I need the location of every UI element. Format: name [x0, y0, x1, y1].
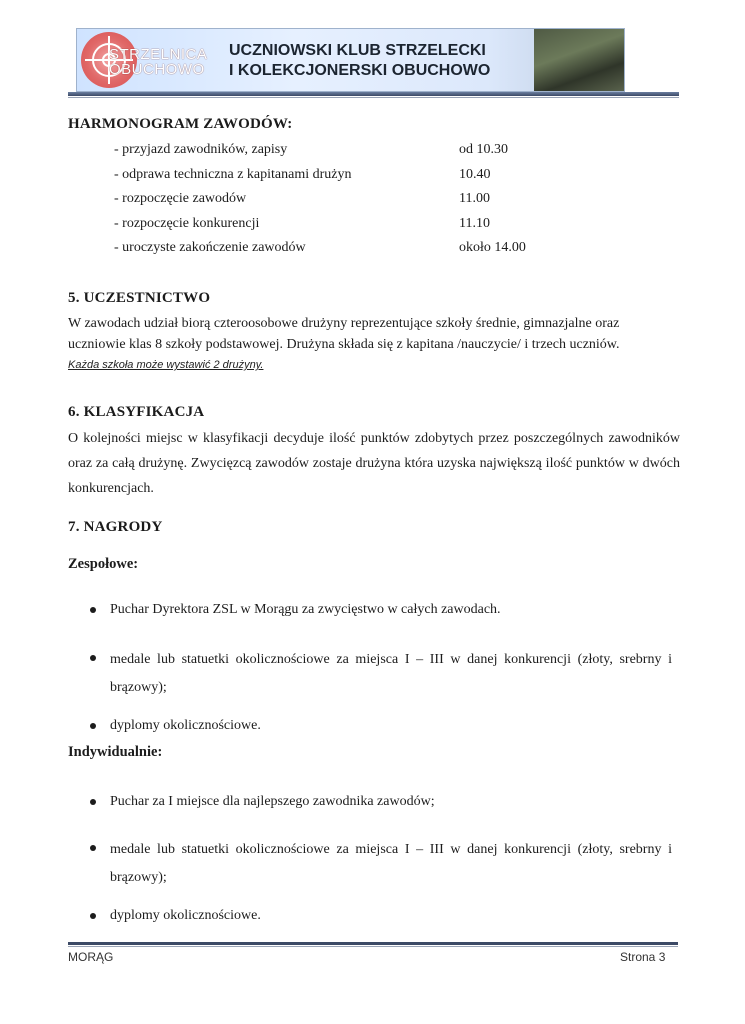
footer-divider-thin — [68, 946, 678, 947]
header-divider — [68, 92, 679, 96]
header-divider-thin — [68, 97, 679, 98]
club-name — [229, 41, 559, 81]
list-item-text: dyplomy okolicznościowe. — [110, 908, 261, 923]
schedule-title: HARMONOGRAM ZAWODÓW: — [68, 116, 293, 132]
list-item-text: medale lub statuetki okolicznościowe za miejsca I – III w danej konkurencji (złoty, srebrny i brązowy); — [110, 842, 672, 885]
header-banner — [76, 28, 625, 92]
list-item-text: medale lub statuetki okolicznościowe za miejsca I – III w danej konkurencji (złoty, srebrny i brązowy); — [110, 652, 672, 695]
classification-title: 6. KLASYFIKACJA — [68, 404, 205, 420]
bullet-icon — [90, 607, 96, 613]
logo-text — [109, 47, 239, 77]
classification-text: O kolejności miejsc w klasyfikacji decyduje ilość punktów zdobytych przez poszczególnych zawodników oraz za całą drużynę. Zwycięzcą zawodów zostaje drużyna która uzyska największą ilość punktów w dwóch konkurencjach. — [68, 431, 680, 496]
schedule-row — [68, 164, 680, 189]
schedule-item: - rozpoczęcie konkurencji — [114, 215, 260, 231]
participation-note: Każda szkoła może wystawić 2 drużyny. — [68, 359, 264, 371]
schedule-item: - uroczyste zakończenie zawodów — [114, 240, 306, 256]
bullet-icon — [90, 845, 96, 851]
schedule-time: 11.00 — [459, 191, 490, 207]
participation-text: W zawodach udział biorą czteroosobowe drużyny reprezentujące szkoły średnie, gimnazjalne oraz uczniowie klas 8 szkoły podstawowej. Drużyna składa się z kapitana /nauczycie/ i trzech uczniów. — [68, 316, 620, 352]
schedule-item: - rozpoczęcie zawodów — [114, 191, 247, 207]
schedule-item: - odprawa techniczna z kapitanami drużyn — [114, 166, 352, 182]
bullet-icon — [90, 799, 96, 805]
list-item-text: Puchar za I miejsce dla najlepszego zawodnika zawodów; — [110, 794, 435, 809]
individual-awards-title: Indywidualnie: — [68, 744, 163, 760]
footer-page-number: Strona 3 — [620, 950, 666, 964]
bullet-icon — [90, 655, 96, 661]
team-awards-title: Zespołowe: — [68, 556, 139, 572]
schedule-time: od 10.30 — [459, 142, 508, 157]
list-item-text: dyplomy okolicznościowe. — [110, 718, 261, 733]
section-classification — [68, 404, 680, 501]
bullet-icon — [90, 723, 96, 729]
footer-location: MORĄG — [68, 950, 114, 964]
schedule-row — [68, 213, 680, 238]
document-body — [68, 116, 680, 923]
bullet-icon — [90, 913, 96, 919]
schedule-table — [68, 139, 680, 262]
section-awards — [68, 519, 680, 536]
schedule-time: 10.40 — [459, 166, 491, 182]
list-item-text: Puchar Dyrektora ZSL w Morągu za zwycięstwo w całych zawodach. — [110, 602, 501, 617]
schedule-time: 11.10 — [459, 215, 490, 231]
footer-divider — [68, 942, 678, 945]
schedule-time: około 14.00 — [459, 240, 526, 256]
schedule-row — [68, 188, 680, 213]
team-awards-heading — [68, 556, 680, 573]
schedule-item: - przyjazd zawodników, zapisy — [114, 142, 288, 157]
schedule-row — [68, 237, 680, 262]
individual-awards-heading — [68, 744, 680, 761]
schedule-row — [68, 139, 680, 164]
participation-title: 5. UCZESTNICTWO — [68, 290, 211, 306]
club-name-line-1: UCZNIOWSKI KLUB STRZELECKI — [229, 42, 486, 59]
logo-line-1: STRZELNICA — [109, 46, 208, 63]
awards-title: 7. NAGRODY — [68, 519, 163, 535]
logo-line-2: OBUCHOWO — [109, 61, 205, 78]
pistol-image — [534, 29, 624, 91]
club-name-line-2: I KOLEKCJONERSKI OBUCHOWO — [229, 62, 491, 79]
section-participation — [68, 290, 680, 371]
